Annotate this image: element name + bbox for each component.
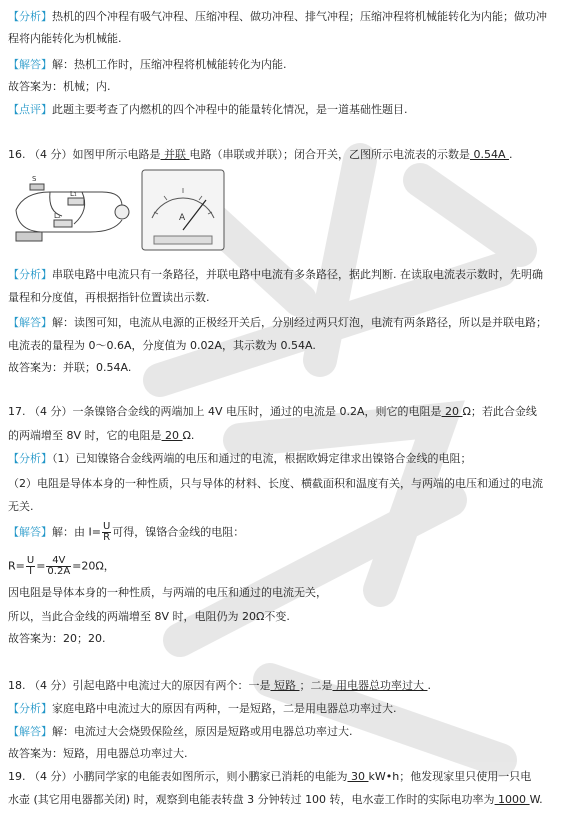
fraction-numerator: 4V: [46, 556, 71, 567]
answer-tag: 【解答】: [8, 58, 52, 71]
answer-17-reason1: 因电阻是导体本身的一种性质，与两端的电压和通过的电流无关，: [8, 586, 327, 599]
fraction-numerator: U: [26, 555, 35, 566]
analysis-text: 家庭电路中电流过大的原因有两种，一是短路，二是用电器总功率过大.: [52, 702, 397, 715]
blank-answer: 并联: [160, 148, 190, 161]
ammeter-unit-label: A: [179, 213, 186, 223]
fraction-denominator: I: [29, 566, 33, 577]
answer-16-line1: [8, 316, 553, 330]
blank-answer: 30: [347, 770, 369, 783]
comment-text: 此题主要考查了内燃机的四个冲程中的能量转化情况，是一道基础性题目.: [52, 103, 408, 116]
stem-text: 19. （4 分）小鹏同学家的电能表如图所示，则小鹏家已消耗的电能为: [8, 770, 348, 783]
analysis-17-line3: 无关.: [8, 500, 34, 513]
blank-answer: 短路: [270, 679, 300, 692]
stem-text: kW•h；他发现家里只使用一只电: [368, 770, 532, 783]
stem-text: 17. （4 分）一条镍铬合金线的两端加上 4V 电压时，通过的电流是 0.2A，则它的电阻是: [8, 405, 442, 418]
answer-text: 解：读图可知，电流从电源的正极经开关后，分别经过两只灯泡，电流有两条路径，所以是并联电路；: [52, 316, 547, 329]
lamp-l1-label: L₁: [70, 190, 77, 198]
fraction-denominator: R: [103, 532, 111, 543]
fraction-numerator: U: [102, 521, 111, 532]
analysis-17-line1: [8, 452, 553, 466]
circuit-diagram-figure: [10, 170, 132, 250]
stem-text: Ω.: [182, 429, 195, 442]
calc-text: =20Ω，: [72, 559, 115, 573]
fraction-denominator: 0.2A: [47, 566, 71, 577]
blank-answer: 用电器总功率过大: [332, 679, 428, 692]
comment-tag: 【点评】: [8, 103, 52, 116]
stem-text: Ω；若此合金线: [462, 405, 537, 418]
answer-17-reason2: 所以，当此合金线的两端增至 8V 时，电阻仍为 20Ω不变.: [8, 610, 290, 623]
question-19-stem-line1: [8, 770, 553, 784]
answer-text: 解：热机工作时，压缩冲程将机械能转化为内能.: [52, 58, 287, 71]
stem-text: 16. （4 分）如图甲所示电路是: [8, 148, 161, 161]
answer-18: [8, 725, 553, 739]
analysis-15-line1: [8, 10, 553, 24]
stem-text: .: [509, 148, 513, 161]
comment-15: [8, 103, 553, 117]
analysis-tag: 【分析】: [8, 452, 52, 465]
question-17-stem-line1: [8, 405, 553, 419]
final-answer-18: 故答案为：短路，用电器总功率过大.: [8, 747, 188, 760]
analysis-text: 串联电路中电流只有一条路径，并联电路中电流有多条路径，据此判断. 在读取电流表示数时，先明确: [52, 268, 543, 281]
stem-text: ；二是: [299, 679, 333, 692]
ammeter-figure: [140, 168, 226, 252]
blank-answer: 20: [441, 405, 463, 418]
calc-text: =: [36, 559, 46, 573]
analysis-15-line2: 程将内能转化为机械能.: [8, 32, 122, 45]
answer-text: 解：由 I=: [52, 525, 101, 539]
ohm-law-fraction: [102, 522, 111, 543]
question-18-stem: [8, 679, 553, 693]
analysis-tag: 【分析】: [8, 268, 52, 281]
value-fraction: [46, 556, 71, 577]
stem-text: 18. （4 分）引起电路中电流过大的原因有两个：一是: [8, 679, 271, 692]
lamp-l2-label: L₂: [54, 212, 61, 220]
answer-tag: 【解答】: [8, 316, 52, 329]
stem-text: 的两端增至 8V 时，它的电阻是: [8, 429, 162, 442]
answer-16-line2: 电流表的量程为 0～0.6A，分度值为 0.02A，其示数为 0.54A.: [8, 339, 316, 352]
answer-tag: 【解答】: [8, 725, 52, 738]
stem-text: .: [427, 679, 431, 692]
stem-text: 电路（串联或并联）；闭合开关，乙图所示电流表的示数是: [189, 148, 470, 161]
blank-answer: 0.54A: [470, 148, 510, 161]
stem-text: W.: [529, 793, 543, 806]
analysis-17-line2: （2）电阻是导体本身的一种性质，只与导体的材料、长度、横截面积和温度有关，与两端的电压和通过的电流: [8, 477, 543, 490]
blank-answer: 20: [161, 429, 183, 442]
final-answer-15: 故答案为：机械；内.: [8, 80, 111, 93]
answer-17-calc: [8, 556, 553, 577]
u-over-i-fraction: [26, 556, 35, 577]
answer-17-line1: [8, 522, 553, 543]
analysis-tag: 【分析】: [8, 10, 52, 23]
analysis-18: [8, 702, 553, 716]
analysis-16-line2: 量程和分度值，再根据指针位置读出示数.: [8, 291, 210, 304]
answer-tag: 【解答】: [8, 525, 52, 539]
calc-text: R=: [8, 559, 25, 573]
blank-answer: 1000: [494, 793, 530, 806]
final-answer-17: 故答案为：20；20.: [8, 632, 106, 645]
final-answer-16: 故答案为：并联；0.54A.: [8, 361, 132, 374]
question-17-stem-line2: [8, 429, 553, 443]
switch-label: S: [32, 175, 37, 183]
stem-text: 水壶 (其它用电器都关闭) 时，观察到电能表转盘 3 分钟转过 100 转，电水壶工作时的实际电功率为: [8, 793, 495, 806]
analysis-text: （1）已知镍铬合金线两端的电压和通过的电流，根据欧姆定律求出镍铬合金线的电阻；: [52, 452, 472, 465]
analysis-tag: 【分析】: [8, 702, 52, 715]
answer-text: 解：电流过大会烧毁保险丝，原因是短路或用电器总功率过大.: [52, 725, 353, 738]
question-19-stem-line2: [8, 793, 553, 807]
analysis-16-line1: [8, 268, 553, 282]
analysis-text: 热机的四个冲程有吸气冲程、压缩冲程、做功冲程、排气冲程；压缩冲程将机械能转化为内能；做功冲: [52, 10, 547, 23]
question-16-stem: [8, 148, 553, 162]
answer-text: 可得，镍铬合金线的电阻：: [112, 525, 245, 539]
answer-15: [8, 58, 553, 72]
